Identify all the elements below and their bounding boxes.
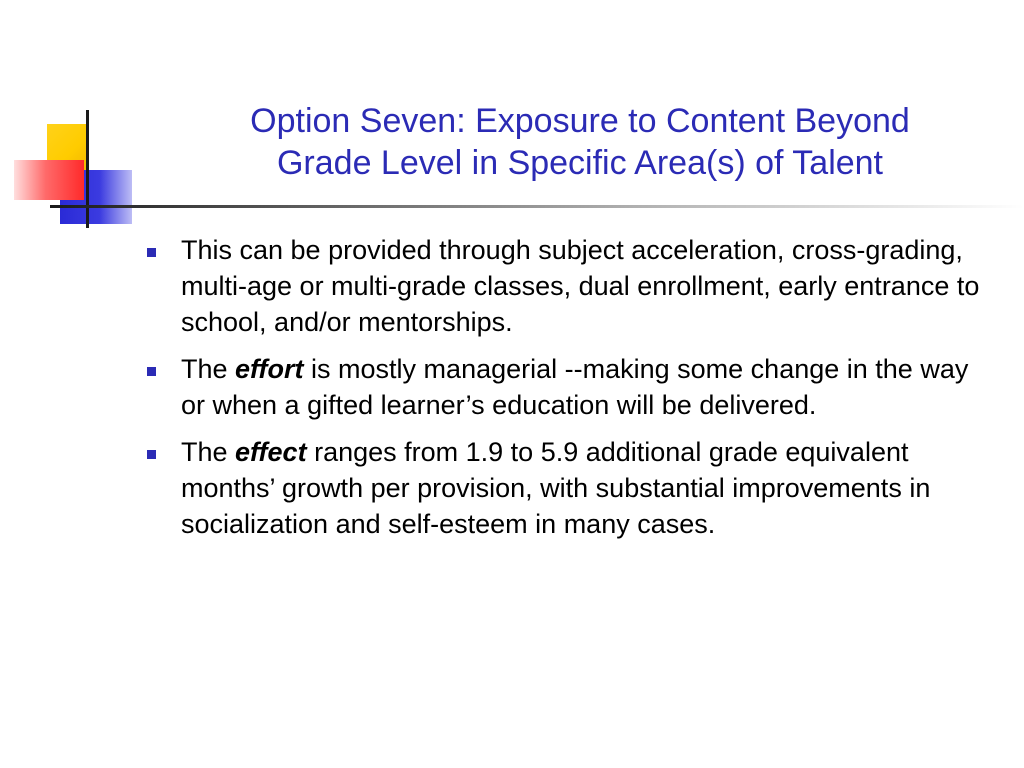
square-bullet-icon (147, 450, 156, 459)
bullet-suffix: is mostly managerial --making some change in the way or when a gifted learner’s education will be delivered. (181, 354, 969, 420)
slide-title-line-1: Option Seven: Exposure to Content Beyond (250, 102, 910, 140)
bullet-list (145, 232, 995, 553)
bullet-suffix: ranges from 1.9 to 5.9 additional grade equivalent months’ growth per provision, with substantial improvements in socialization and self-esteem in many cases. (181, 437, 931, 539)
bullet-prefix: The (181, 437, 236, 467)
bullet-item-1 (145, 232, 995, 340)
bullet-item-2 (145, 351, 995, 423)
logo-vertical-line (86, 110, 89, 228)
slide-title (150, 100, 1010, 184)
logo-red-square (14, 160, 84, 200)
title-divider-line (50, 205, 1024, 208)
bullet-emphasis: effect (235, 437, 307, 467)
bullet-text: This can be provided through subject acceleration, cross-grading, multi-age or multi-grade classes, dual enrollment, early entrance to school, and/or mentorships. (181, 235, 980, 337)
square-bullet-icon (147, 248, 156, 257)
slide-title-line-2: Grade Level in Specific Area(s) of Talent (276, 144, 884, 182)
bullet-item-3 (145, 434, 995, 542)
bullet-emphasis: effort (235, 354, 304, 384)
square-bullet-icon (147, 367, 156, 376)
bullet-prefix: The (181, 354, 236, 384)
